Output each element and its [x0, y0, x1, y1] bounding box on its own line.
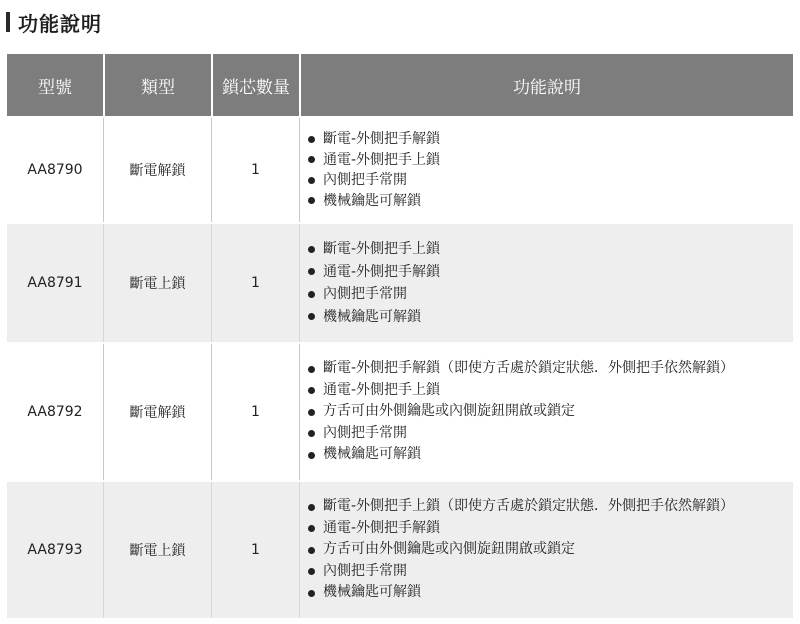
model-cell: AA8793: [27, 542, 83, 558]
bullet-icon: [308, 177, 315, 184]
table-row: [7, 118, 793, 224]
table-row: [7, 482, 793, 620]
section-heading: [6, 7, 102, 37]
bullet-icon: [308, 268, 315, 275]
bullet-icon: [308, 504, 315, 511]
feature-item: 斷電-外側把手上鎖（即使方舌處於鎖定狀態．外側把手依然解鎖）: [308, 496, 734, 518]
feature-item: 通電-外側把手上鎖: [308, 150, 440, 171]
feature-item: 機械鑰匙可解鎖: [308, 582, 734, 604]
core-count-cell: 1: [211, 344, 299, 480]
feature-item: 通電-外側把手解鎖: [308, 518, 734, 540]
bullet-icon: [308, 409, 315, 416]
feature-item: 方舌可由外側鑰匙或內側旋鈕開啟或鎖定: [308, 539, 734, 561]
bullet-icon: [308, 313, 315, 320]
feature-item: 內側把手常開: [308, 561, 734, 583]
function-cell: [299, 482, 793, 618]
feature-list: [308, 238, 440, 328]
feature-item: 內側把手常開: [308, 283, 440, 306]
bullet-icon: [308, 387, 315, 394]
feature-item: 斷電-外側把手上鎖: [308, 238, 440, 261]
table-header-row: [7, 54, 793, 116]
header-function: 功能說明: [299, 54, 793, 116]
model-cell: AA8791: [27, 275, 83, 291]
feature-item: 機械鑰匙可解鎖: [308, 306, 440, 329]
bullet-icon: [308, 246, 315, 253]
feature-item: 機械鑰匙可解鎖: [308, 444, 734, 466]
feature-item: 內側把手常開: [308, 423, 734, 445]
feature-list: [308, 358, 734, 466]
function-cell: [299, 224, 793, 342]
feature-item: 斷電-外側把手解鎖（即使方舌處於鎖定狀態．外側把手依然解鎖）: [308, 358, 734, 380]
type-cell: 斷電上鎖: [103, 482, 211, 618]
header-type: 類型: [103, 54, 211, 116]
heading-accent-bar: [6, 12, 10, 32]
bullet-icon: [308, 291, 315, 298]
feature-item: 方舌可由外側鑰匙或內側旋鈕開啟或鎖定: [308, 401, 734, 423]
core-count-cell: 1: [211, 118, 299, 222]
type-cell: 斷電解鎖: [103, 344, 211, 480]
table-row: [7, 224, 793, 344]
feature-item: 內側把手常開: [308, 170, 440, 191]
feature-item: 通電-外側把手上鎖: [308, 380, 734, 402]
function-cell: [299, 344, 793, 480]
model-cell: AA8792: [27, 404, 83, 420]
feature-item: 機械鑰匙可解鎖: [308, 191, 440, 212]
bullet-icon: [308, 568, 315, 575]
bullet-icon: [308, 430, 315, 437]
bullet-icon: [308, 525, 315, 532]
type-cell: 斷電上鎖: [103, 224, 211, 342]
bullet-icon: [308, 197, 315, 204]
bullet-icon: [308, 156, 315, 163]
feature-list: [308, 129, 440, 211]
table-row: [7, 344, 793, 482]
header-core-count: 鎖芯數量: [211, 54, 299, 116]
bullet-icon: [308, 136, 315, 143]
feature-item: 通電-外側把手解鎖: [308, 261, 440, 284]
header-model: 型號: [38, 77, 72, 98]
bullet-icon: [308, 452, 315, 459]
type-cell: 斷電解鎖: [103, 118, 211, 222]
section-title: 功能說明: [18, 11, 102, 36]
feature-list: [308, 496, 734, 604]
bullet-icon: [308, 590, 315, 597]
feature-item: 斷電-外側把手解鎖: [308, 129, 440, 150]
function-table: [7, 54, 793, 620]
bullet-icon: [308, 547, 315, 554]
core-count-cell: 1: [211, 224, 299, 342]
model-cell: AA8790: [27, 162, 83, 178]
bullet-icon: [308, 366, 315, 373]
function-cell: [299, 118, 793, 222]
core-count-cell: 1: [211, 482, 299, 618]
